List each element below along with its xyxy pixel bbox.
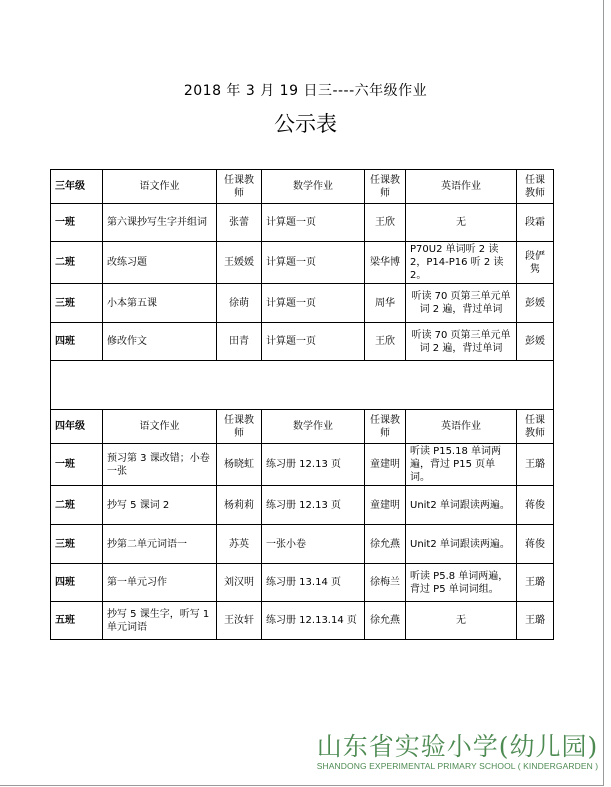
teacher-name: 王媛媛: [217, 242, 262, 284]
math-homework: 计算题一页: [262, 204, 365, 242]
teacher-name: 段霜: [517, 204, 554, 242]
chinese-homework: 第一单元习作: [103, 564, 217, 602]
col-teacher-header: 任课教师: [517, 410, 554, 444]
teacher-name: 周华: [365, 284, 406, 323]
grade4-header-row: [51, 410, 554, 444]
table-row: [51, 564, 554, 602]
english-homework: Unit2 单词跟读两遍。: [406, 486, 517, 525]
class-cell: 四班: [51, 323, 103, 361]
teacher-name: 徐萌: [217, 284, 262, 323]
teacher-name: 杨晓虹: [217, 444, 262, 486]
teacher-name: 田青: [217, 323, 262, 361]
col-teacher-header: 任课教师: [365, 170, 406, 204]
table-row: [51, 444, 554, 486]
english-homework: 听读 P15.18 单词两遍，背过 P15 页单词。: [406, 444, 517, 486]
teacher-name: 蒋俊: [517, 486, 554, 525]
english-homework: 听读 70 页第三单元单词 2 遍，背过单词: [406, 323, 517, 361]
table-row: [51, 284, 554, 323]
table-row: [51, 323, 554, 361]
teacher-name: 童建明: [365, 444, 406, 486]
col-chinese-header: 语文作业: [103, 410, 217, 444]
english-homework: 无: [406, 602, 517, 640]
chinese-homework: 第六课抄写生字并组词: [103, 204, 217, 242]
teacher-name: 张蕾: [217, 204, 262, 242]
grade4-label: 四年级: [51, 410, 103, 444]
chinese-homework: 抄第二单元词语一: [103, 525, 217, 564]
col-teacher-header: 任课教师: [217, 410, 262, 444]
class-cell: 一班: [51, 444, 103, 486]
section-spacer: [51, 361, 554, 410]
teacher-name: 徐梅兰: [365, 564, 406, 602]
english-homework: Unit2 单词跟读两遍。: [406, 525, 517, 564]
col-teacher-header: 任课教师: [365, 410, 406, 444]
table-row: [51, 525, 554, 564]
teacher-name: 彭媛: [517, 323, 554, 361]
col-teacher-header: 任课教师: [517, 170, 554, 204]
math-homework: 练习册 13.14 页: [262, 564, 365, 602]
class-cell: 二班: [51, 242, 103, 284]
teacher-name: 王汝轩: [217, 602, 262, 640]
col-english-header: 英语作业: [406, 410, 517, 444]
table-row: [51, 486, 554, 525]
english-homework: 听读 70 页第三单元单词 2 遍，背过单词: [406, 284, 517, 323]
col-math-header: 数学作业: [262, 170, 365, 204]
class-cell: 三班: [51, 284, 103, 323]
english-homework: 听读 P5.8 单词两遍，背过 P5 单词词组。: [406, 564, 517, 602]
chinese-homework: 小本第五课: [103, 284, 217, 323]
teacher-name: 苏英: [217, 525, 262, 564]
math-homework: 练习册 12.13.14 页: [262, 602, 365, 640]
teacher-name: 王璐: [517, 444, 554, 486]
teacher-name: 王欣: [365, 323, 406, 361]
math-homework: 计算题一页: [262, 242, 365, 284]
class-cell: 一班: [51, 204, 103, 242]
class-cell: 三班: [51, 525, 103, 564]
english-homework: 无: [406, 204, 517, 242]
chinese-homework: 修改作文: [103, 323, 217, 361]
col-math-header: 数学作业: [262, 410, 365, 444]
col-teacher-header: 任课教师: [217, 170, 262, 204]
date-heading: 2018 年 3 月 19 日三----六年级作业: [183, 83, 428, 99]
grade3-label: 三年级: [51, 170, 103, 204]
teacher-name: 梁华博: [365, 242, 406, 284]
class-cell: 五班: [51, 602, 103, 640]
class-cell: 四班: [51, 564, 103, 602]
math-homework: 一张小卷: [262, 525, 365, 564]
math-homework: 练习册 12.13 页: [262, 444, 365, 486]
chinese-homework: 抄写 5 课词 2: [103, 486, 217, 525]
col-english-header: 英语作业: [406, 170, 517, 204]
teacher-name: 徐允燕: [365, 602, 406, 640]
col-chinese-header: 语文作业: [103, 170, 217, 204]
teacher-name: 王欣: [365, 204, 406, 242]
school-name-chinese: 山东省实验小学(幼儿园): [316, 732, 599, 761]
math-homework: 计算题一页: [262, 323, 365, 361]
teacher-name: 童建明: [365, 486, 406, 525]
table-row: [51, 204, 554, 242]
grade3-header-row: [51, 170, 554, 204]
page-title: 公示表: [274, 112, 337, 136]
math-homework: 计算题一页: [262, 284, 365, 323]
math-homework: 练习册 12.13 页: [262, 486, 365, 525]
class-cell: 二班: [51, 486, 103, 525]
teacher-name: 彭媛: [517, 284, 554, 323]
chinese-homework: 改练习题: [103, 242, 217, 284]
school-name-english: SHANDONG EXPERIMENTAL PRIMARY SCHOOL ( KINDERGARDEN ): [316, 761, 599, 771]
teacher-name: 王璐: [517, 602, 554, 640]
section-spacer-row: [51, 361, 554, 410]
chinese-homework: 预习第 3 课改错；小卷一张: [103, 444, 217, 486]
teacher-name: 杨莉莉: [217, 486, 262, 525]
teacher-name: 段俨隽: [517, 242, 554, 284]
teacher-name: 徐允燕: [365, 525, 406, 564]
homework-table: [50, 169, 554, 640]
teacher-name: 王璐: [517, 564, 554, 602]
table-row: [51, 602, 554, 640]
teacher-name: 刘汉明: [217, 564, 262, 602]
table-row: [51, 242, 554, 284]
chinese-homework: 抄写 5 课生字，听写 1 单元词语: [103, 602, 217, 640]
english-homework: P70U2 单词听 2 读 2，P14-P16 听 2 读 2。: [406, 242, 517, 284]
teacher-name: 蒋俊: [517, 525, 554, 564]
school-logo: [310, 733, 605, 771]
